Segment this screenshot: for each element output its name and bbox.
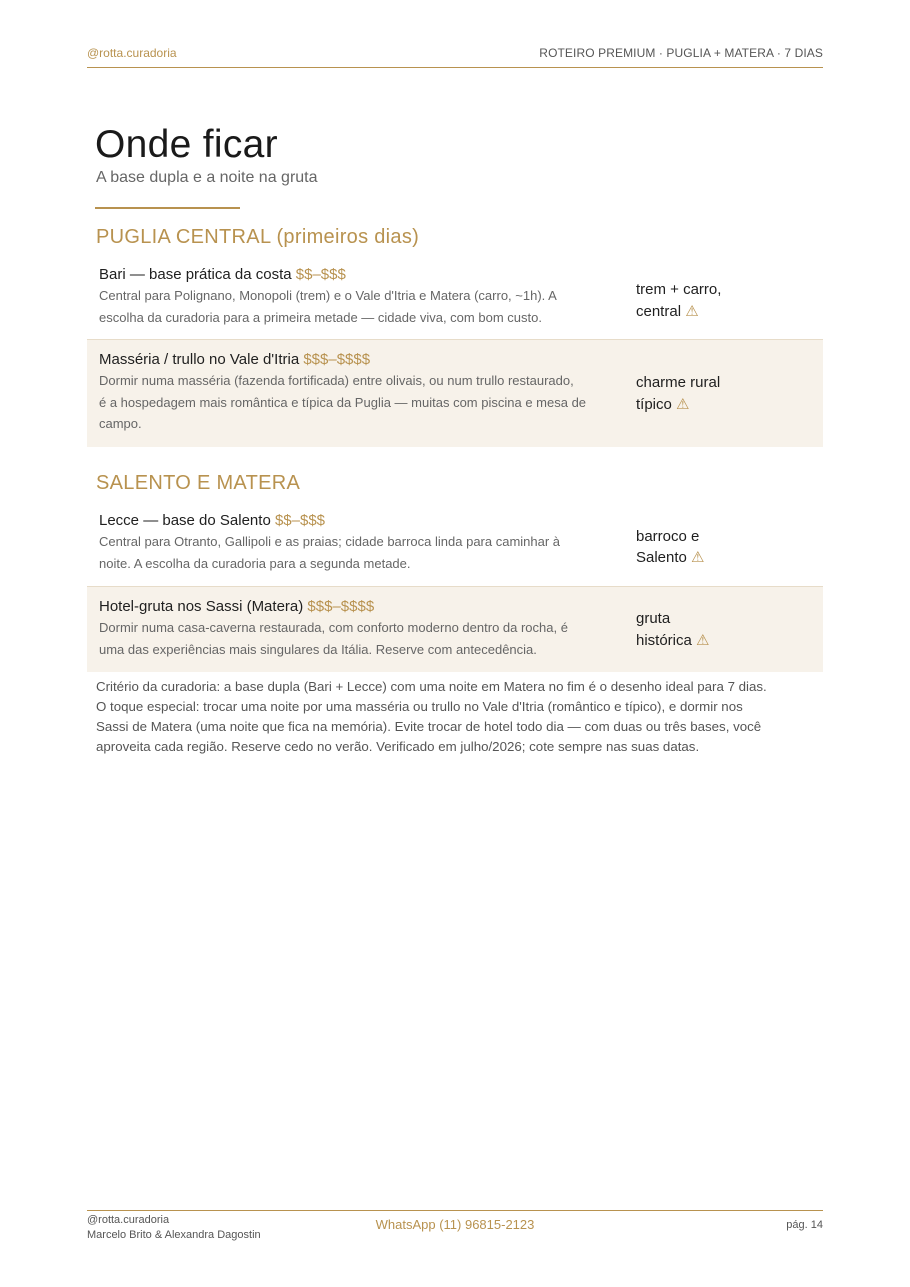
row-main — [87, 262, 624, 339]
row-main — [87, 508, 624, 586]
row-description-line: Dormir numa masséria (fazenda fortificada) entre olivais, ou num trullo restaurado, — [99, 373, 574, 388]
row-tag-line: barroco e — [636, 527, 700, 545]
footer-authors: Marcelo Brito & Alexandra Dagostin — [87, 1228, 261, 1241]
header-route: ROTEIRO PREMIUM · PUGLIA + MATERA · 7 DIAS — [539, 46, 823, 60]
table-row — [87, 508, 823, 587]
note-line: O toque especial: trocar uma noite por uma masséria ou trullo no Vale d'Itria (romântico e típico), e dormir nos — [96, 699, 743, 714]
row-tag — [624, 340, 823, 447]
row-price: $$$–$$$$ — [307, 598, 375, 615]
header-brand: @rotta.curadoria — [87, 46, 177, 60]
section-heading-puglia-central: PUGLIA CENTRAL (primeiros dias) — [96, 226, 420, 248]
row-description — [99, 285, 612, 328]
row-description — [99, 370, 612, 435]
row-tag-line: central — [636, 302, 682, 320]
row-description-line: Central para Otranto, Gallipoli e as praias; cidade barroca linda para caminhar à — [99, 534, 561, 549]
row-tag-line: charme rural — [636, 374, 721, 391]
row-name-text: Masséria / trullo no Vale d'Itria — [99, 351, 300, 368]
section-heading-salento-matera: SALENTO E MATERA — [96, 472, 301, 494]
row-main — [87, 340, 624, 447]
row-tag — [624, 508, 823, 586]
page-subtitle: A base dupla e a noite na gruta — [96, 169, 318, 186]
row-tag-line: típico — [636, 395, 672, 413]
page-footer — [87, 1210, 823, 1245]
row-description — [99, 617, 612, 660]
row-description-line: Central para Polignano, Monopoli (trem) e o Vale d'Itria e Matera (carro, ~1h). A — [99, 288, 557, 303]
note-line: Sassi de Matera (uma noite que fica na memória). Evite trocar de hotel todo dia — com duas ou três bases, você — [96, 719, 762, 734]
row-tag-line: histórica — [636, 631, 692, 649]
table-row — [87, 587, 823, 672]
row-tag-line: Salento — [636, 549, 687, 566]
accommodation-table-salento — [87, 508, 823, 672]
warning-icon: ⚠ — [685, 302, 699, 320]
accommodation-table-puglia — [87, 262, 823, 447]
row-name — [99, 265, 612, 285]
row-name — [99, 350, 612, 370]
row-description-line: Dormir numa casa-caverna restaurada, com conforto moderno dentro da rocha, é — [99, 620, 568, 635]
footer-handle: @rotta.curadoria — [87, 1214, 170, 1226]
warning-icon: ⚠ — [676, 395, 690, 413]
curation-note — [96, 677, 820, 757]
row-name-text: Bari — base prática da costa — [99, 266, 292, 283]
row-description-line: noite. A escolha da curadoria para a segunda metade. — [99, 555, 411, 571]
page-title: Onde ficar — [95, 123, 278, 166]
row-description-line: é a hospedagem mais romântica e típica da Puglia — muitas com piscina e mesa de — [99, 394, 587, 410]
row-description-line: uma das experiências mais singulares da Itália. Reserve com antecedência. — [99, 641, 537, 657]
note-line: aproveita cada região. Reserve cedo no verão. Verificado em julho/2026; cote sempre nas suas datas. — [96, 739, 700, 754]
row-tag — [624, 262, 823, 339]
row-name-text: Lecce — base do Salento — [99, 512, 271, 529]
note-line: Critério da curadoria: a base dupla (Bari + Lecce) com uma noite em Matera no fim é o desenho ideal para 7 dias. — [96, 679, 767, 694]
row-tag — [624, 587, 823, 672]
table-row — [87, 340, 823, 447]
row-tag-line: trem + carro, — [636, 281, 722, 298]
footer-whatsapp-link[interactable]: WhatsApp (11) 96815-2123 — [375, 1217, 535, 1232]
row-name — [99, 511, 612, 531]
row-name — [99, 597, 612, 617]
title-underline — [95, 207, 240, 209]
warning-icon: ⚠ — [696, 631, 710, 649]
row-price: $$–$$$ — [274, 512, 326, 529]
row-description — [99, 531, 612, 574]
page-header — [87, 46, 823, 68]
warning-icon: ⚠ — [691, 549, 705, 566]
table-row — [87, 262, 823, 340]
row-name-text: Hotel-gruta nos Sassi (Matera) — [99, 598, 304, 615]
row-main — [87, 587, 624, 672]
row-description-line: escolha da curadoria para a primeira metade — cidade viva, com bom custo. — [99, 309, 542, 325]
row-price: $$–$$$ — [295, 266, 346, 283]
row-description-line: campo. — [99, 416, 142, 431]
row-tag-line: gruta — [636, 610, 671, 627]
page-number: pág. 14 — [786, 1219, 823, 1231]
row-price: $$$–$$$$ — [303, 351, 371, 368]
